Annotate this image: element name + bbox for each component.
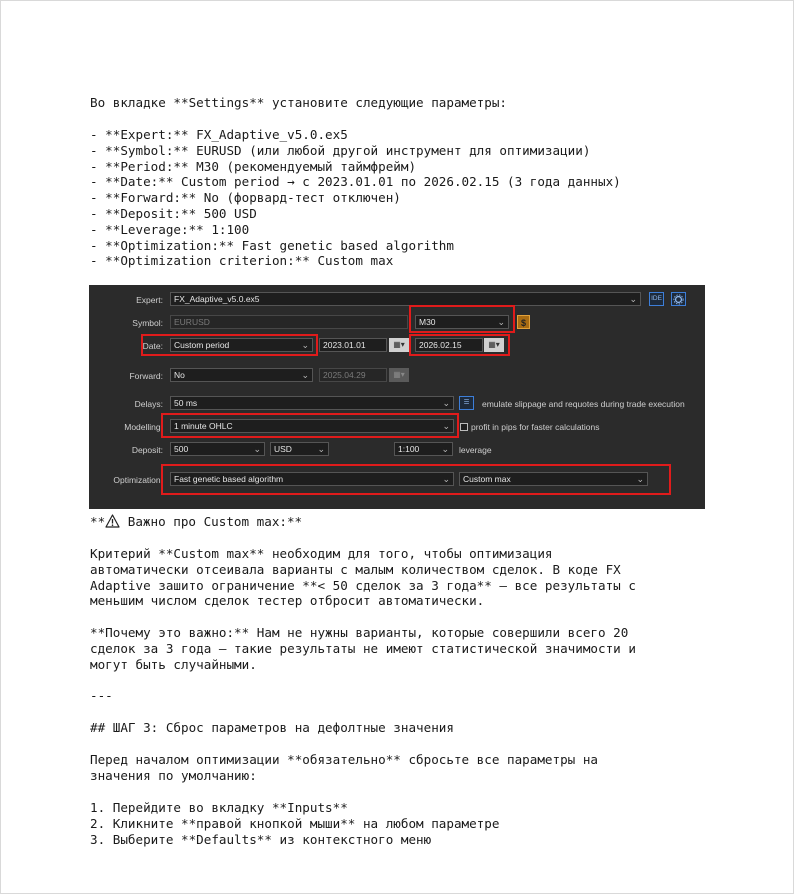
pips-text: profit in pips for faster calculations <box>471 422 600 432</box>
modelling-label: Modelling: <box>124 422 163 432</box>
deposit-value: 500 <box>174 444 189 454</box>
date-to-value: 2026.02.15 <box>419 340 462 350</box>
forward-date-input <box>319 368 387 382</box>
chevron-down-icon: ⌄ <box>442 421 450 431</box>
ide-button[interactable]: IDE <box>649 292 664 306</box>
period-value: M30 <box>419 317 436 327</box>
currency-select[interactable] <box>270 442 329 456</box>
forward-value: No <box>174 370 185 380</box>
list-item: 2. Кликните **правой кнопкой мыши** на любом параметре <box>90 815 500 831</box>
paragraph-line: сделок за 3 года — такие результаты не имеют статистической значимости и <box>90 640 636 656</box>
list-item: - **Date:** Custom period → с 2023.01.01 по 2026.02.15 (3 года данных) <box>90 174 621 190</box>
modelling-select[interactable] <box>170 419 454 433</box>
list-item: - **Symbol:** EURUSD (или любой другой инструмент для оптимизации) <box>90 142 591 158</box>
delays-select[interactable] <box>170 396 454 410</box>
paragraph-line: **Почему это важно:** Нам не нужны варианты, которые совершили всего 20 <box>90 625 629 640</box>
symbol-select[interactable] <box>170 315 408 329</box>
leverage-select[interactable] <box>394 442 453 456</box>
chevron-down-icon: ⌄ <box>442 474 450 484</box>
warning-title: Важно про Custom max:** <box>120 514 303 529</box>
date-label: Date: <box>142 341 163 351</box>
optimization-label: Optimization: <box>113 475 163 485</box>
slippage-settings-icon[interactable]: ☰ <box>459 396 474 410</box>
paragraph-line: меньшим числом сделок тестер отбросит автоматически. <box>90 593 485 609</box>
chevron-down-icon: ⌄ <box>636 474 644 484</box>
tester-settings-panel <box>89 285 705 509</box>
period-select[interactable] <box>415 315 509 329</box>
horizontal-rule: --- <box>90 688 113 703</box>
warning-prefix: ** <box>90 514 106 529</box>
paragraph-line: Перед началом оптимизации **обязательно** сбросьте все параметры на <box>90 752 598 767</box>
criterion-value: Custom max <box>463 474 511 484</box>
intro-line: Во вкладке **Settings** установите следующие параметры: <box>90 95 508 110</box>
calendar-icon[interactable]: ▦▾ <box>389 338 409 352</box>
forward-label: Forward: <box>129 371 163 381</box>
deposit-select[interactable] <box>170 442 265 456</box>
expert-value: FX_Adaptive_v5.0.ex5 <box>174 294 260 304</box>
chevron-down-icon: ⌄ <box>629 294 637 304</box>
leverage-label: leverage <box>459 445 492 455</box>
gear-icon[interactable] <box>671 292 686 306</box>
calendar-icon[interactable]: ▦▾ <box>484 338 504 352</box>
chevron-down-icon: ⌄ <box>301 370 309 380</box>
currency-value: USD <box>274 444 292 454</box>
date-from-input[interactable] <box>319 338 387 352</box>
date-to-input[interactable] <box>415 338 483 352</box>
date-mode-select[interactable] <box>170 338 313 352</box>
step-heading: ## ШАГ 3: Сброс параметров на дефолтные значения <box>90 720 454 735</box>
paragraph-line: могут быть случайными. <box>90 656 257 672</box>
chevron-down-icon: ⌄ <box>441 444 449 454</box>
deposit-label: Deposit: <box>131 445 163 455</box>
pips-checkbox[interactable] <box>460 423 468 431</box>
optimization-value: Fast genetic based algorithm <box>174 474 284 484</box>
paragraph-line: значения по умолчанию: <box>90 767 257 783</box>
paragraph-line: Критерий **Custom max** необходим для того, чтобы оптимизация <box>90 546 553 561</box>
warning-heading <box>90 514 302 530</box>
chevron-down-icon: ⌄ <box>317 444 325 454</box>
list-item: - **Deposit:** 500 USD <box>90 206 257 221</box>
paragraph-line: Adaptive зашито ограничение **< 50 сделок за 3 года** — все результаты с <box>90 577 636 593</box>
paragraph-line: автоматически отсеивала варианты с малым количеством сделок. В коде FX <box>90 561 621 577</box>
symbol-properties-button[interactable]: $ <box>517 315 530 329</box>
symbol-label: Symbol: <box>132 318 163 328</box>
chevron-down-icon: ⌄ <box>442 398 450 408</box>
symbol-value: EURUSD <box>174 317 210 327</box>
warning-icon <box>105 514 120 528</box>
expert-label: Expert: <box>136 295 163 305</box>
list-item: - **Leverage:** 1:100 <box>90 221 250 237</box>
date-from-value: 2023.01.01 <box>323 340 366 350</box>
delays-value: 50 ms <box>174 398 198 408</box>
slippage-text: emulate slippage and requotes during trade execution <box>482 399 685 409</box>
forward-select[interactable] <box>170 368 313 382</box>
list-item: - **Period:** M30 (рекомендуемый таймфрейм) <box>90 158 417 174</box>
list-item: - **Optimization:** Fast genetic based algorithm <box>90 237 454 253</box>
optimization-select[interactable] <box>170 472 454 486</box>
expert-select[interactable] <box>170 292 641 306</box>
leverage-value: 1:100 <box>398 444 420 454</box>
modelling-value: 1 minute OHLC <box>174 421 233 431</box>
chevron-down-icon: ⌄ <box>253 444 261 454</box>
list-item: - **Forward:** No (форвард-тест отключен) <box>90 190 401 206</box>
list-item: - **Optimization criterion:** Custom max <box>90 253 394 269</box>
forward-date-value: 2025.04.29 <box>323 370 366 380</box>
calendar-icon: ▦▾ <box>389 368 409 382</box>
chevron-down-icon: ⌄ <box>301 340 309 350</box>
list-item: - **Expert:** FX_Adaptive_v5.0.ex5 <box>90 127 348 142</box>
list-item: 1. Перейдите во вкладку **Inputs** <box>90 800 348 815</box>
delays-label: Delays: <box>134 399 163 409</box>
criterion-select[interactable] <box>459 472 648 486</box>
date-mode-value: Custom period <box>174 340 230 350</box>
chevron-down-icon: ⌄ <box>497 317 505 327</box>
list-item: 3. Выберите **Defaults** из контекстного меню <box>90 831 432 847</box>
